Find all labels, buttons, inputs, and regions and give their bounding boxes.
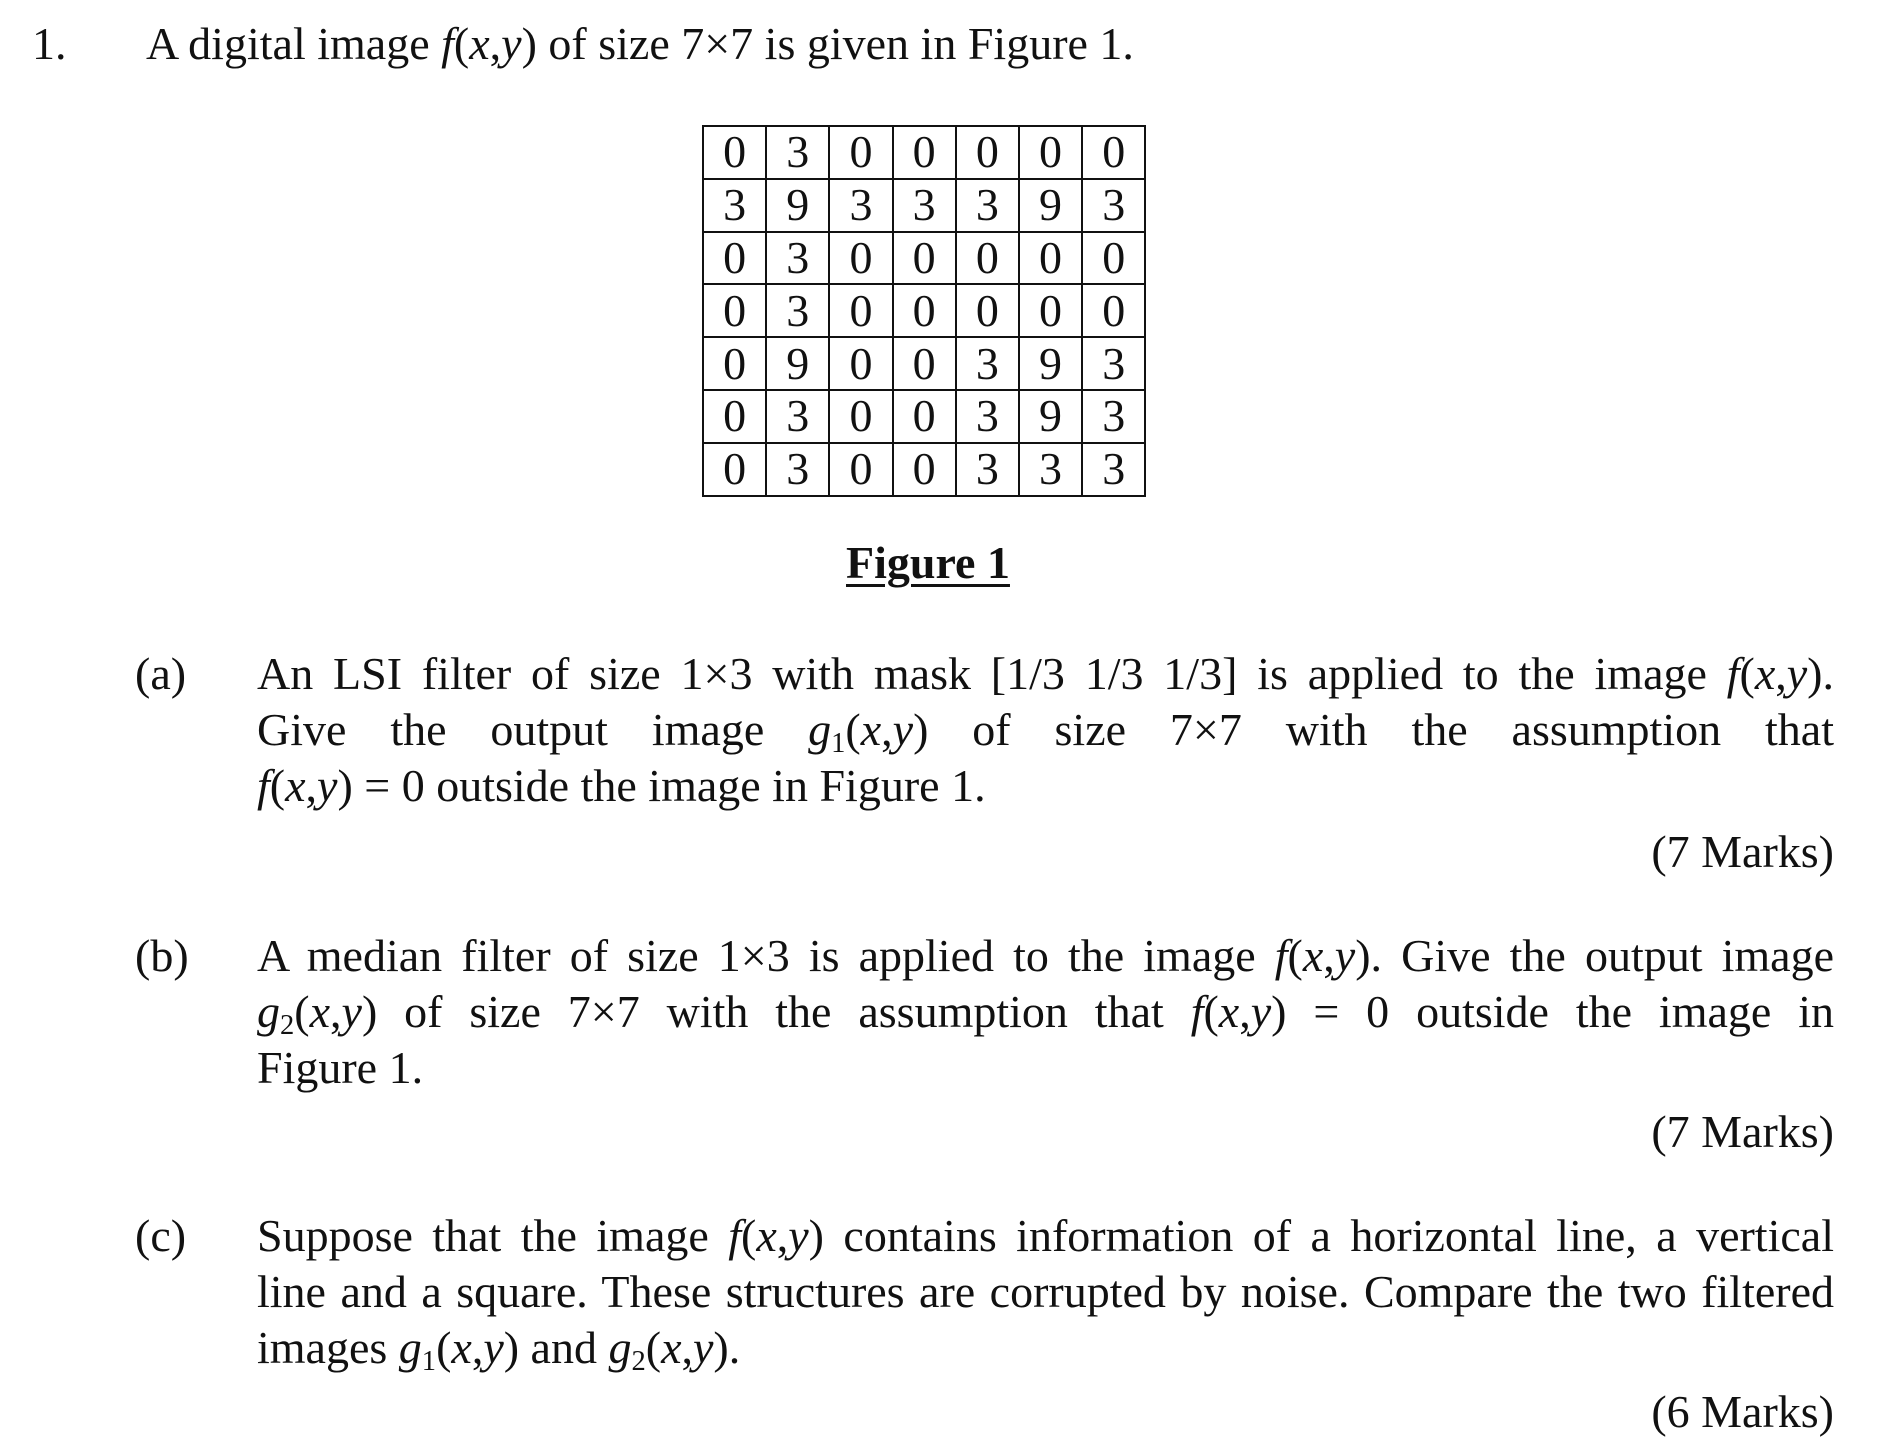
matrix-row [703, 179, 1145, 232]
part-a-marks: (7 Marks) [1651, 826, 1834, 877]
part-a-label: (a) [135, 648, 187, 699]
matrix-cell: 0 [829, 126, 892, 179]
part-b-line-1: A median filter of size 1×3 is applied to the image f(x,y). Give the output image [257, 930, 1834, 981]
matrix-cell: 3 [893, 179, 956, 232]
matrix-cell: 0 [893, 284, 956, 337]
part-b-label: (b) [135, 930, 189, 981]
matrix-cell: 3 [766, 443, 829, 496]
part-b-line-2: $g_2(x,y)$ of size 7×7 with the assumption that f(x,y) = 0 outside the image in [257, 986, 1834, 1042]
matrix-row [703, 284, 1145, 337]
matrix-row [703, 443, 1145, 496]
matrix-cell: 9 [766, 337, 829, 390]
matrix-cell: 3 [703, 179, 766, 232]
matrix-cell: 3 [766, 390, 829, 443]
matrix-cell: 3 [956, 390, 1019, 443]
part-c-line-1: Suppose that the image f(x,y) contains information of a horizontal line, a vertical [257, 1210, 1834, 1261]
question-intro: A digital image f(x,y) of size 7×7 is given in Figure 1. [146, 18, 1134, 69]
part-b-line-3: Figure 1. [257, 1042, 424, 1093]
matrix-cell: 0 [1082, 284, 1145, 337]
question-number: 1. [32, 18, 67, 69]
figure-caption: Figure 1 [846, 537, 1010, 588]
matrix-cell: 0 [703, 390, 766, 443]
matrix-cell: 0 [703, 232, 766, 285]
matrix-row [703, 126, 1145, 179]
part-a-line-3: f(x,y) = 0 outside the image in Figure 1. [257, 760, 986, 811]
matrix-cell: 3 [766, 232, 829, 285]
matrix-cell: 0 [956, 126, 1019, 179]
matrix-cell: 0 [703, 337, 766, 390]
matrix-cell: 0 [1082, 232, 1145, 285]
matrix-cell: 0 [893, 390, 956, 443]
matrix-cell: 3 [766, 284, 829, 337]
matrix-cell: 0 [893, 443, 956, 496]
matrix-cell: 0 [829, 284, 892, 337]
matrix-cell: 0 [1082, 126, 1145, 179]
matrix-cell: 0 [1019, 232, 1082, 285]
matrix-cell: 9 [766, 179, 829, 232]
matrix-cell: 0 [703, 126, 766, 179]
matrix-cell: 3 [1019, 443, 1082, 496]
matrix-cell: 0 [956, 284, 1019, 337]
matrix-cell: 0 [829, 390, 892, 443]
matrix-cell: 9 [1019, 390, 1082, 443]
matrix-cell: 9 [1019, 179, 1082, 232]
matrix-cell: 3 [1082, 337, 1145, 390]
matrix-cell: 0 [829, 337, 892, 390]
matrix-cell: 3 [1082, 390, 1145, 443]
part-c-label: (c) [135, 1210, 187, 1261]
part-c-line-3: images $g_1(x,y)$ and $g_2(x,y)$. [257, 1322, 741, 1378]
matrix-cell: 0 [1019, 126, 1082, 179]
matrix-cell: 3 [956, 179, 1019, 232]
matrix-cell: 0 [703, 443, 766, 496]
image-matrix [702, 125, 1146, 497]
matrix-cell: 3 [1082, 443, 1145, 496]
matrix-cell: 0 [893, 232, 956, 285]
matrix-row [703, 390, 1145, 443]
matrix-cell: 3 [956, 337, 1019, 390]
matrix-cell: 3 [1082, 179, 1145, 232]
matrix-cell: 0 [1019, 284, 1082, 337]
matrix-cell: 3 [829, 179, 892, 232]
part-a-line-1: An LSI filter of size 1×3 with mask [1/3 1/3 1/3] is applied to the image f(x,y). [257, 648, 1834, 699]
matrix-cell: 0 [829, 443, 892, 496]
matrix-cell: 0 [893, 126, 956, 179]
part-a-line-2: Give the output image $g_1(x,y)$ of size 7×7 with the assumption that [257, 704, 1834, 760]
matrix-cell: 9 [1019, 337, 1082, 390]
matrix-cell: 3 [766, 126, 829, 179]
matrix-cell: 3 [956, 443, 1019, 496]
part-b-marks: (7 Marks) [1651, 1106, 1834, 1157]
part-c-marks: (6 Marks) [1651, 1386, 1834, 1437]
part-c-line-2: line and a square. These structures are corrupted by noise. Compare the two filtered [257, 1266, 1834, 1317]
matrix-cell: 0 [703, 284, 766, 337]
matrix-cell: 0 [956, 232, 1019, 285]
matrix-row [703, 337, 1145, 390]
matrix-cell: 0 [829, 232, 892, 285]
matrix-row [703, 232, 1145, 285]
matrix-cell: 0 [893, 337, 956, 390]
